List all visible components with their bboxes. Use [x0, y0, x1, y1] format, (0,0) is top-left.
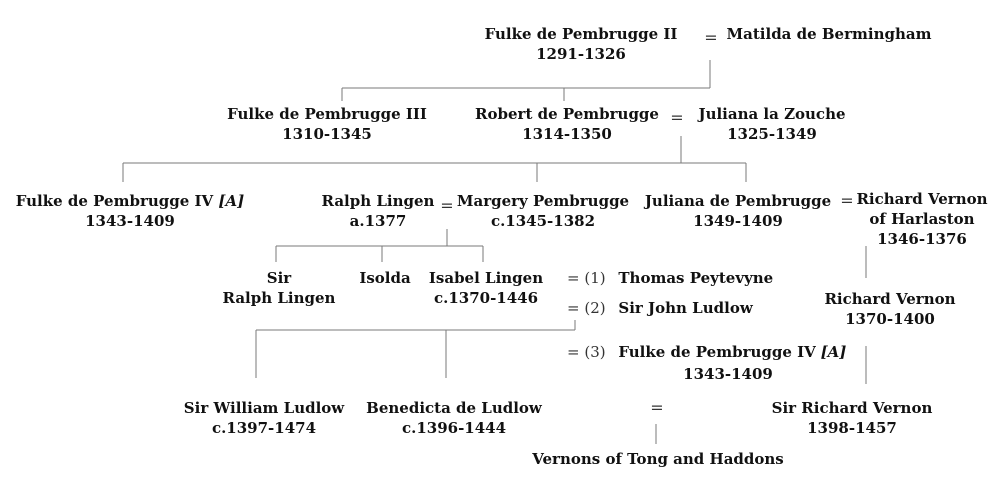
person-dates: c.1396-1444	[401, 419, 507, 437]
person-name: Juliana de Pembrugge	[644, 192, 832, 210]
person-margery-pembrugge	[457, 191, 629, 231]
person-name: Ralph Lingen	[321, 192, 435, 210]
descendants-vernons	[532, 449, 784, 469]
spouse-name: Thomas Peytevyne	[618, 269, 774, 287]
marriage-symbol: =	[440, 196, 454, 215]
person-name: Richard Vernon	[856, 190, 988, 208]
person-name: Margery Pembrugge	[456, 192, 630, 210]
person-name: Robert de Pembrugge	[475, 105, 659, 123]
person-dates: 1291-1326	[536, 45, 626, 63]
person-fulke-de-pembrugge-ii	[485, 24, 678, 64]
marriage-symbol: =	[650, 398, 664, 417]
person-isolda	[359, 268, 410, 288]
person-name: Isolda	[359, 269, 411, 287]
marriage-symbol: =	[840, 191, 854, 210]
marriage-symbol: =	[670, 108, 684, 127]
person-name-cont: of Harlaston	[869, 210, 975, 228]
person-name: Fulke de Pembrugge III	[227, 105, 427, 123]
marriage-1	[567, 268, 773, 288]
person-isabel-lingen	[429, 268, 543, 308]
marriage-number: (1)	[584, 269, 606, 287]
marriage-symbol: =	[567, 343, 580, 361]
person-name: Sir Richard Vernon	[771, 399, 933, 417]
person-name: Fulke de Pembrugge II	[484, 25, 678, 43]
person-name: Matilda de Bermingham	[726, 25, 932, 43]
marriage-number: (2)	[584, 299, 606, 317]
person-title: Sir	[266, 269, 292, 287]
person-richard-vernon	[824, 289, 955, 329]
person-fulke-de-pembrugge-iv	[16, 191, 244, 231]
person-sir-ralph-lingen	[223, 268, 336, 308]
person-benedicta-de-ludlow	[366, 398, 542, 438]
person-sir-richard-vernon	[772, 398, 933, 438]
spouse-name: Sir John Ludlow	[618, 299, 753, 317]
person-name: Ralph Lingen	[222, 289, 336, 307]
person-matilda-de-bermingham	[727, 24, 932, 44]
person-dates: 1314-1350	[522, 125, 612, 143]
person-ralph-lingen	[322, 191, 435, 231]
person-juliana-la-zouche	[698, 104, 845, 144]
person-dates: c.1345-1382	[490, 212, 596, 230]
person-robert-de-pembrugge	[475, 104, 659, 144]
person-dates: c.1370-1446	[433, 289, 539, 307]
person-dates: 1310-1345	[282, 125, 372, 143]
person-richard-vernon-of-harlaston	[856, 189, 987, 249]
person-fulke-de-pembrugge-iii	[227, 104, 427, 144]
person-dates: 1398-1457	[807, 419, 897, 437]
person-dates: a.1377	[349, 212, 407, 230]
person-dates: 1346-1376	[877, 230, 967, 248]
person-name: Benedicta de Ludlow	[366, 399, 542, 417]
person-name-line	[16, 191, 244, 211]
marriage-number: (3)	[584, 343, 606, 361]
person-dates: c.1397-1474	[211, 419, 317, 437]
marriage-2	[567, 298, 753, 318]
person-name: Richard Vernon	[824, 290, 956, 308]
spouse-note: [A]	[820, 343, 847, 361]
person-name: Fulke de Pembrugge IV	[15, 192, 214, 210]
person-name: Sir William Ludlow	[183, 399, 345, 417]
person-juliana-de-pembrugge	[645, 191, 831, 231]
person-dates: 1325-1349	[727, 125, 817, 143]
person-dates: 1343-1409	[85, 212, 175, 230]
person-note: [A]	[218, 192, 245, 210]
person-name: Isabel Lingen	[428, 269, 544, 287]
person-dates: 1370-1400	[845, 310, 935, 328]
marriage-symbol: =	[567, 299, 580, 317]
spouse-name: Fulke de Pembrugge IV	[618, 343, 816, 361]
person-name: Vernons of Tong and Haddons	[532, 450, 784, 468]
person-sir-william-ludlow	[184, 398, 344, 438]
marriage-symbol: =	[567, 269, 580, 287]
spouse-dates: 1343-1409	[683, 365, 773, 383]
marriage-symbol: =	[704, 28, 718, 47]
marriage-3	[567, 342, 846, 362]
person-dates: 1349-1409	[693, 212, 783, 230]
person-name: Juliana la Zouche	[698, 105, 846, 123]
